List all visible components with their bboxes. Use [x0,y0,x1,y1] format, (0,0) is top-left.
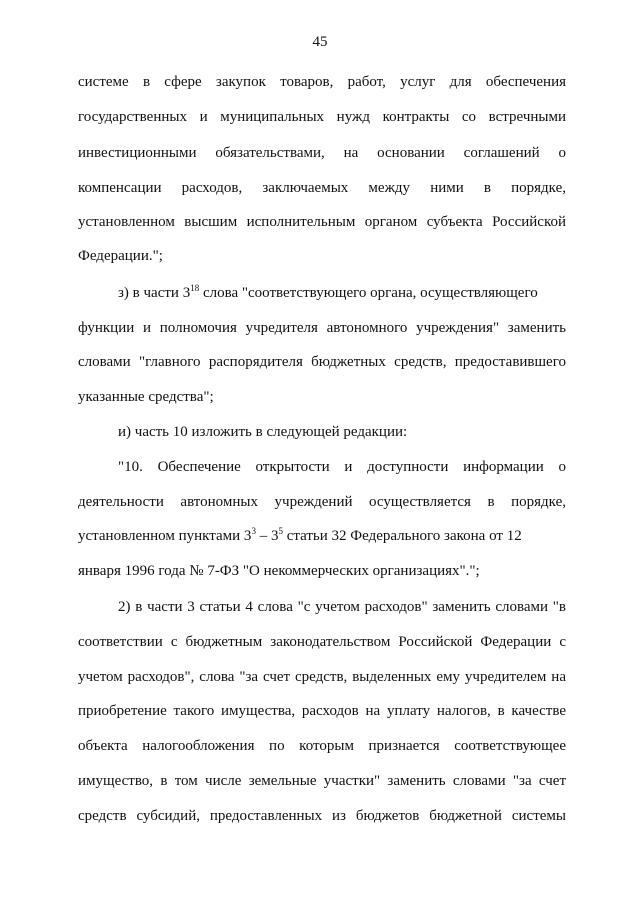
text-line: 2) в части 3 статьи 4 слова "с учетом расходов" заменить словами "в [118,599,566,615]
text-line: деятельности автономных учреждений осуществляется в порядке, [78,494,566,510]
text-line: имущество, в том числе земельные участки" заменить словами "за счет [78,773,566,789]
superscript: 5 [278,526,283,536]
text-span: слова "соответствующего органа, осуществляющего [199,285,538,301]
text-span: з) в части 3 [118,285,191,301]
paragraph-10-line-3 [78,526,566,546]
text-line: объекта налогообложения по которым признается соответствующее [78,738,566,754]
text-line: "10. Обеспечение открытости и доступности информации о [118,459,566,475]
text-line: января 1996 года № 7-ФЗ "О некоммерческих организациях"."; [78,563,480,579]
text-span: – 3 [255,528,279,544]
superscript: 3 [251,526,256,536]
text-line: компенсации расходов, заключаемых между ними в порядке, [78,180,566,196]
text-line: инвестиционными обязательствами, на основании соглашений о [78,145,566,161]
page-number: 45 [312,34,328,50]
text-line: и) часть 10 изложить в следующей редакции: [118,424,408,440]
text-line: средств субсидий, предоставленных из бюджетов бюджетной системы [78,808,566,824]
text-span: установленном пунктами 3 [78,528,252,544]
superscript: 18 [190,283,200,293]
text-line: указанные средства"; [78,389,214,405]
text-line: словами "главного распорядителя бюджетных средств, предоставившего [78,354,566,370]
text-line: учетом расходов", слова "за счет средств, выделенных ему учредителем на [78,669,566,685]
text-line: приобретение такого имущества, расходов на уплату налогов, в качестве [78,703,566,719]
text-line: функции и полномочия учредителя автономного учреждения" заменить [78,320,566,336]
text-line: государственных и муниципальных нужд контракты со встречными [78,109,566,125]
text-span: статьи 32 Федерального закона от 12 [282,528,522,544]
text-line: соответствии с бюджетным законодательством Российской Федерации с [78,634,566,650]
text-line: установленном высшим исполнительным органом субъекта Российской [78,214,566,230]
text-line: системе в сфере закупок товаров, работ, услуг для обеспечения [78,74,566,90]
text-line: Федерации."; [78,248,163,264]
paragraph-z-first-line [118,283,566,303]
